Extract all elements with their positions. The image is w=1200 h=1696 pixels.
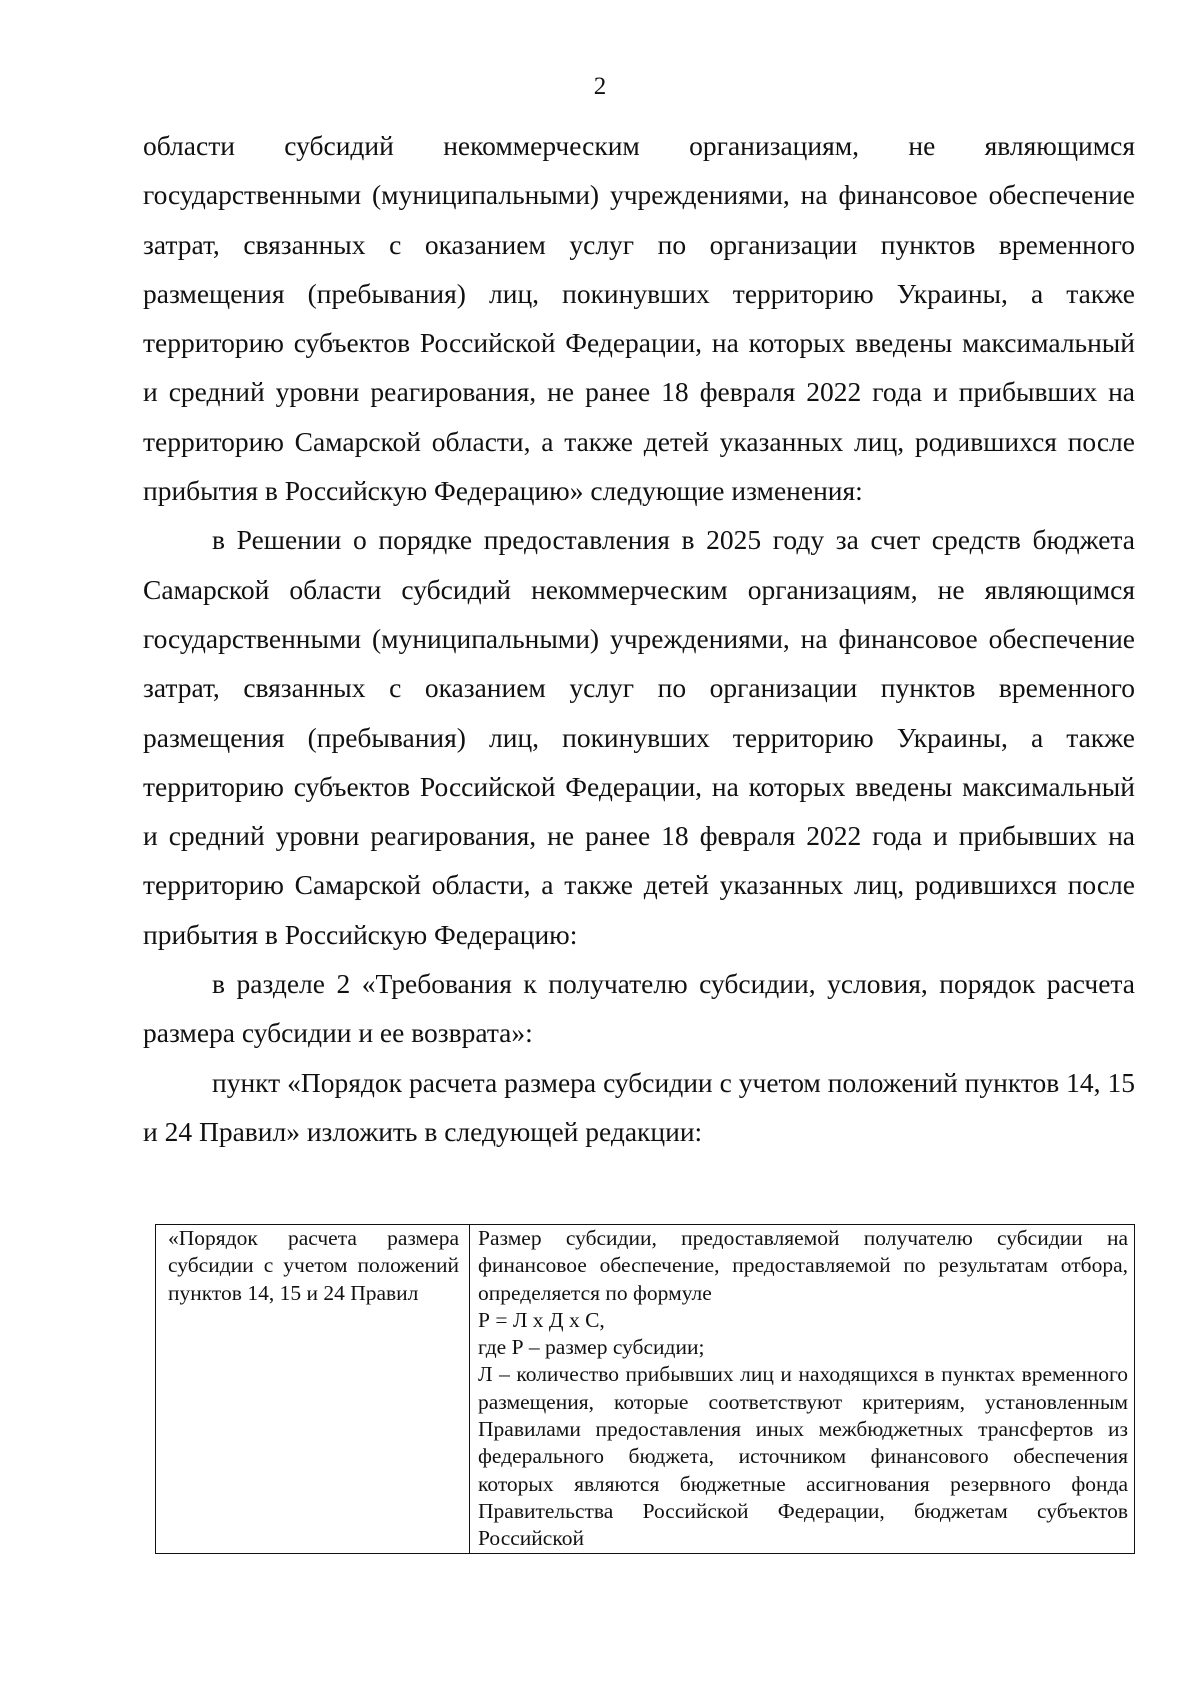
calculation-table (155, 1224, 1135, 1554)
table-row (156, 1225, 1135, 1554)
table-cell-title (156, 1225, 470, 1554)
paragraph-section-2: в разделе 2 «Требования к получателю субсидии, условия, порядок расчета размера субсидии и ее возврата»: (143, 968, 1135, 1049)
paragraph-item-edit: пункт «Порядок расчета размера субсидии с учетом положений пунктов 14, 15 и 24 Правил» изложить в следующей редакции: (143, 1066, 1135, 1147)
paragraph-continuation: области субсидий некоммерческим организациям, не являющимся государственными (муниципальными) учреждениями, на финансовое обеспечение затрат, связанных с оказанием услуг по организации пунктов временного размещения (пребывания) лиц, покинувших территорию Украины, а также территорию субъектов Российской Федерации, на которых введены максимальный и средний уровни реагирования, не ранее 18 февраля 2022 года и прибывших на территорию Самарской области, а также детей указанных лиц, родившихся после прибытия в Российскую Федерацию» следующие изменения: (143, 130, 1135, 507)
rule-table (155, 1224, 1135, 1554)
formula: Р = Л х Д х С, (478, 1307, 605, 1332)
calculation-order-title: «Порядок расчета размера субсидии с учетом положений пунктов 14, 15 и 24 Правил (168, 1226, 459, 1305)
formula-l-definition: Л – количество прибывших лиц и находящихся в пунктах временного размещения, которые соответствуют критериям, установленным Правилами предоставления иных межбюджетных трансфертов из федерального бюджета, источником финансового обеспечения которых являются бюджетные ассигнования резервного фонда Правительства Российской Федерации, бюджетам субъектов Российской (478, 1362, 1128, 1551)
page-number: 2 (593, 73, 607, 100)
document-body (143, 121, 1135, 1156)
table-cell-content (470, 1225, 1135, 1554)
paragraph-decision: в Решении о порядке предоставления в 2025 году за счет средств бюджета Самарской области субсидий некоммерческим организациям, не являющимся государственными (муниципальными) учреждениями, на финансовое обеспечение затрат, связанных с оказанием услуг по организации пунктов временного размещения (пребывания) лиц, покинувших территорию Украины, а также территорию субъектов Российской Федерации, на которых введены максимальный и средний уровни реагирования, не ранее 18 февраля 2022 года и прибывших на территорию Самарской области, а также детей указанных лиц, родившихся после прибытия в Российскую Федерацию: (143, 524, 1135, 950)
subsidy-size-intro: Размер субсидии, предоставляемой получателю субсидии на финансовое обеспечение, предоставляемой по результатам отбора, определяется по формуле (478, 1226, 1128, 1305)
formula-where: где Р – размер субсидии; (478, 1335, 705, 1360)
